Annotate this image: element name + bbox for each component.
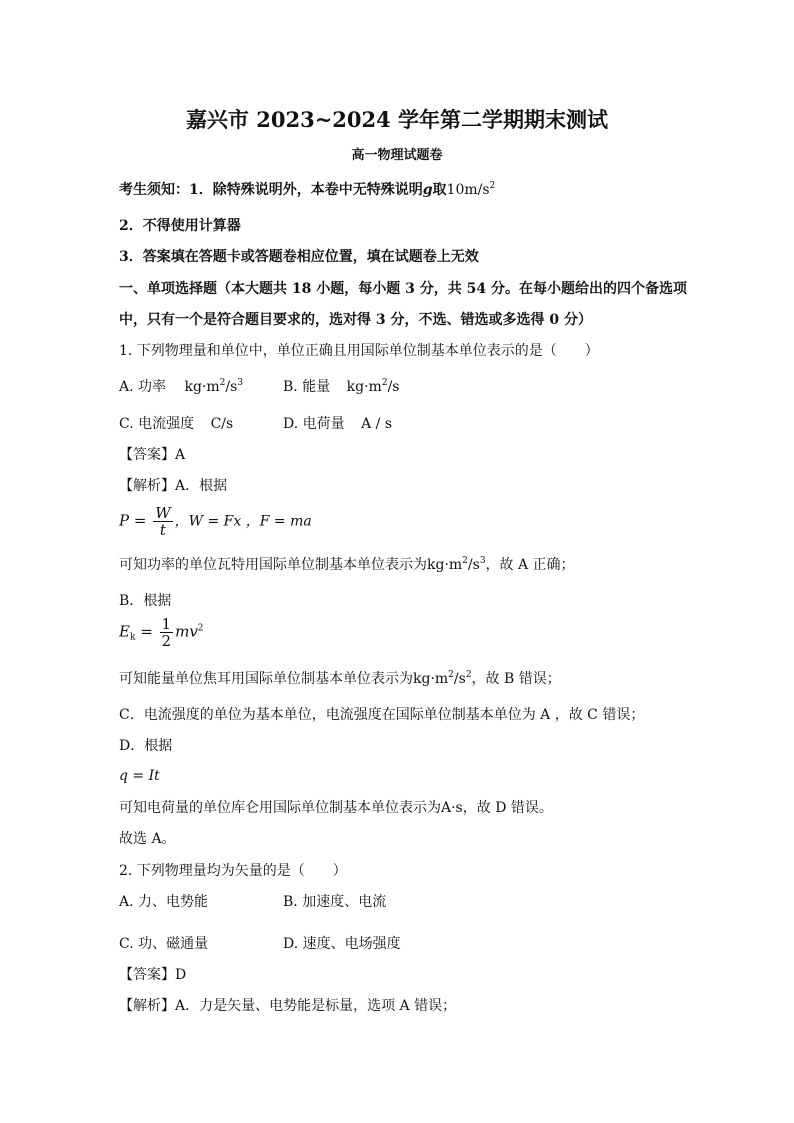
eq2-exponent: 2 bbox=[197, 623, 204, 634]
notice-line-3: 3．答案填在答题卡或答题卷相应位置，填在试题卷上无效 bbox=[119, 249, 479, 265]
q1-answer: 【答案】A bbox=[119, 447, 186, 463]
q1-analysis-d-conclusion bbox=[119, 798, 553, 818]
q1-final-choice: 故选 A。 bbox=[119, 831, 176, 847]
page-subtitle: 高一物理试题卷 bbox=[351, 148, 443, 163]
eq2-fraction bbox=[160, 616, 174, 649]
q1-option-a-unit bbox=[184, 379, 243, 395]
eq2-numerator: 1 bbox=[161, 615, 172, 633]
q2-stem: 2. 下列物理量均为矢量的是（ ） bbox=[119, 863, 347, 879]
q1-analysis-b-conclusion bbox=[119, 669, 561, 689]
q1-option-a-exp1: 2 bbox=[219, 378, 226, 388]
q1-analysis-label: 【解析】 bbox=[119, 478, 175, 494]
q1-b-unit-base: kg·m bbox=[413, 671, 449, 687]
q1-option-a bbox=[119, 377, 243, 397]
q1-a-prefix: 可知功率的单位瓦特用国际单位制基本单位表示为 bbox=[119, 557, 427, 573]
q1-option-b-label: B. 能量 bbox=[283, 379, 331, 395]
q1-option-a-label: A. 功率 bbox=[119, 379, 167, 395]
notice-take-text: 取 bbox=[432, 182, 447, 198]
q1-analysis-a-conclusion bbox=[119, 555, 575, 575]
q1-b-prefix: 可知能量单位焦耳用国际单位制基本单位表示为 bbox=[119, 671, 413, 687]
notice-line-2: 2．不得使用计算器 bbox=[119, 218, 241, 234]
q1-d-suffix: ，故 D 错误。 bbox=[462, 800, 553, 816]
q2-analysis-a-text: A．力是矢量、电势能是标量，选项 A 错误； bbox=[175, 998, 457, 1014]
eq2-e-symbol: E bbox=[119, 622, 130, 641]
q1-analysis-c: C．电流强度的单位为基本单位，电流强度在国际单位制基本单位为 A ，故 C 错误； bbox=[119, 707, 645, 723]
q1-a-suffix: ，故 A 正确； bbox=[485, 557, 575, 573]
q1-b-unit-tail: /s bbox=[453, 671, 466, 687]
q1-option-c-unit: C/s bbox=[210, 416, 234, 432]
q1-b-unit bbox=[413, 671, 472, 687]
q1-stem: 1. 下列物理量和单位中，单位正确且用国际单位制基本单位表示的是（ ） bbox=[119, 343, 599, 359]
q2-option-a: A. 力、电势能 bbox=[119, 894, 209, 910]
q1-option-c-label: C. 电流强度 bbox=[119, 416, 195, 432]
eq2-subscript: k bbox=[129, 632, 136, 643]
eq1-rest: ，W = Fx ，F = ma bbox=[174, 513, 312, 530]
q1-equation-power: P = $\frac{W}{t}$ ，W = Fx ，F = ma bbox=[119, 504, 312, 539]
q1-a-unit-base: kg·m bbox=[427, 557, 463, 573]
q1-option-a-unit-base: kg·m bbox=[184, 379, 220, 395]
q1-option-a-exp2: 3 bbox=[237, 378, 244, 388]
notice-text: 考生须知：1．除特殊说明外，本卷中无特殊说明 bbox=[119, 182, 423, 198]
notice-g-value: 10m/s bbox=[446, 182, 490, 198]
notice-line-1 bbox=[119, 180, 495, 200]
section-heading-line-1: 一、单项选择题（本大题共 18 小题，每小题 3 分，共 54 分。在每小题给出的四个备选项 bbox=[119, 281, 687, 297]
q1-a-unit-tail: /s bbox=[467, 557, 480, 573]
q1-option-c bbox=[119, 414, 233, 434]
q1-d-unit: A·s bbox=[441, 800, 463, 816]
notice-g-symbol: g bbox=[422, 182, 433, 198]
q1-option-a-unit-tail: /s bbox=[225, 379, 238, 395]
page-title: 嘉兴市 2023~2024 学年第二学期期末测试 bbox=[185, 107, 609, 132]
eq1-numerator: W bbox=[155, 504, 171, 522]
q2-option-b: B. 加速度、电流 bbox=[283, 894, 387, 910]
q1-analysis-d-intro: D．根据 bbox=[119, 738, 173, 754]
section-heading-line-2: 中，只有一个是符合题目要求的，选对得 3 分，不选、错选或多选得 0 分） bbox=[119, 312, 592, 328]
eq1-p-symbol: P bbox=[119, 511, 130, 530]
q1-a-exp1: 2 bbox=[462, 556, 468, 566]
eq2-rest: mv bbox=[175, 622, 198, 641]
q2-analysis-label: 【解析】 bbox=[119, 998, 175, 1014]
q1-a-unit bbox=[427, 557, 486, 573]
eq1-denominator: t bbox=[159, 521, 166, 539]
q1-analysis-a-text: A．根据 bbox=[175, 478, 228, 494]
q1-b-exp1: 2 bbox=[448, 670, 454, 680]
q1-option-b-unit-tail: /s bbox=[387, 379, 400, 395]
q1-analysis-a-intro bbox=[119, 476, 227, 496]
q1-b-suffix: ，故 B 错误； bbox=[471, 671, 561, 687]
q1-option-d-unit: A / s bbox=[361, 416, 393, 432]
q1-option-b-unit bbox=[347, 379, 400, 395]
q1-b-exp2: 2 bbox=[465, 670, 472, 680]
q1-option-b-exp1: 2 bbox=[381, 378, 388, 388]
q1-a-exp2: 3 bbox=[479, 556, 486, 566]
q1-option-b bbox=[283, 377, 399, 397]
q1-option-b-unit-base: kg·m bbox=[346, 379, 382, 395]
q1-analysis-b-intro: B．根据 bbox=[119, 593, 172, 609]
eq2-denominator: 2 bbox=[161, 632, 172, 650]
q2-option-c: C. 功、磁通量 bbox=[119, 936, 209, 952]
q1-equation-charge: q = It bbox=[119, 768, 160, 784]
q2-analysis-a bbox=[119, 996, 456, 1016]
q2-answer: 【答案】D bbox=[119, 967, 187, 983]
notice-g-exponent: 2 bbox=[489, 181, 496, 191]
q1-option-d bbox=[283, 414, 392, 434]
q1-option-d-label: D. 电荷量 bbox=[283, 416, 345, 432]
q1-equation-kinetic-energy: $E_k$ = $\frac{1}{2}$ $mv^2$ bbox=[119, 615, 204, 650]
q1-d-prefix: 可知电荷量的单位库仑用国际单位制基本单位表示为 bbox=[119, 800, 441, 816]
q2-option-d: D. 速度、电场强度 bbox=[283, 936, 401, 952]
eq1-fraction bbox=[153, 505, 172, 538]
